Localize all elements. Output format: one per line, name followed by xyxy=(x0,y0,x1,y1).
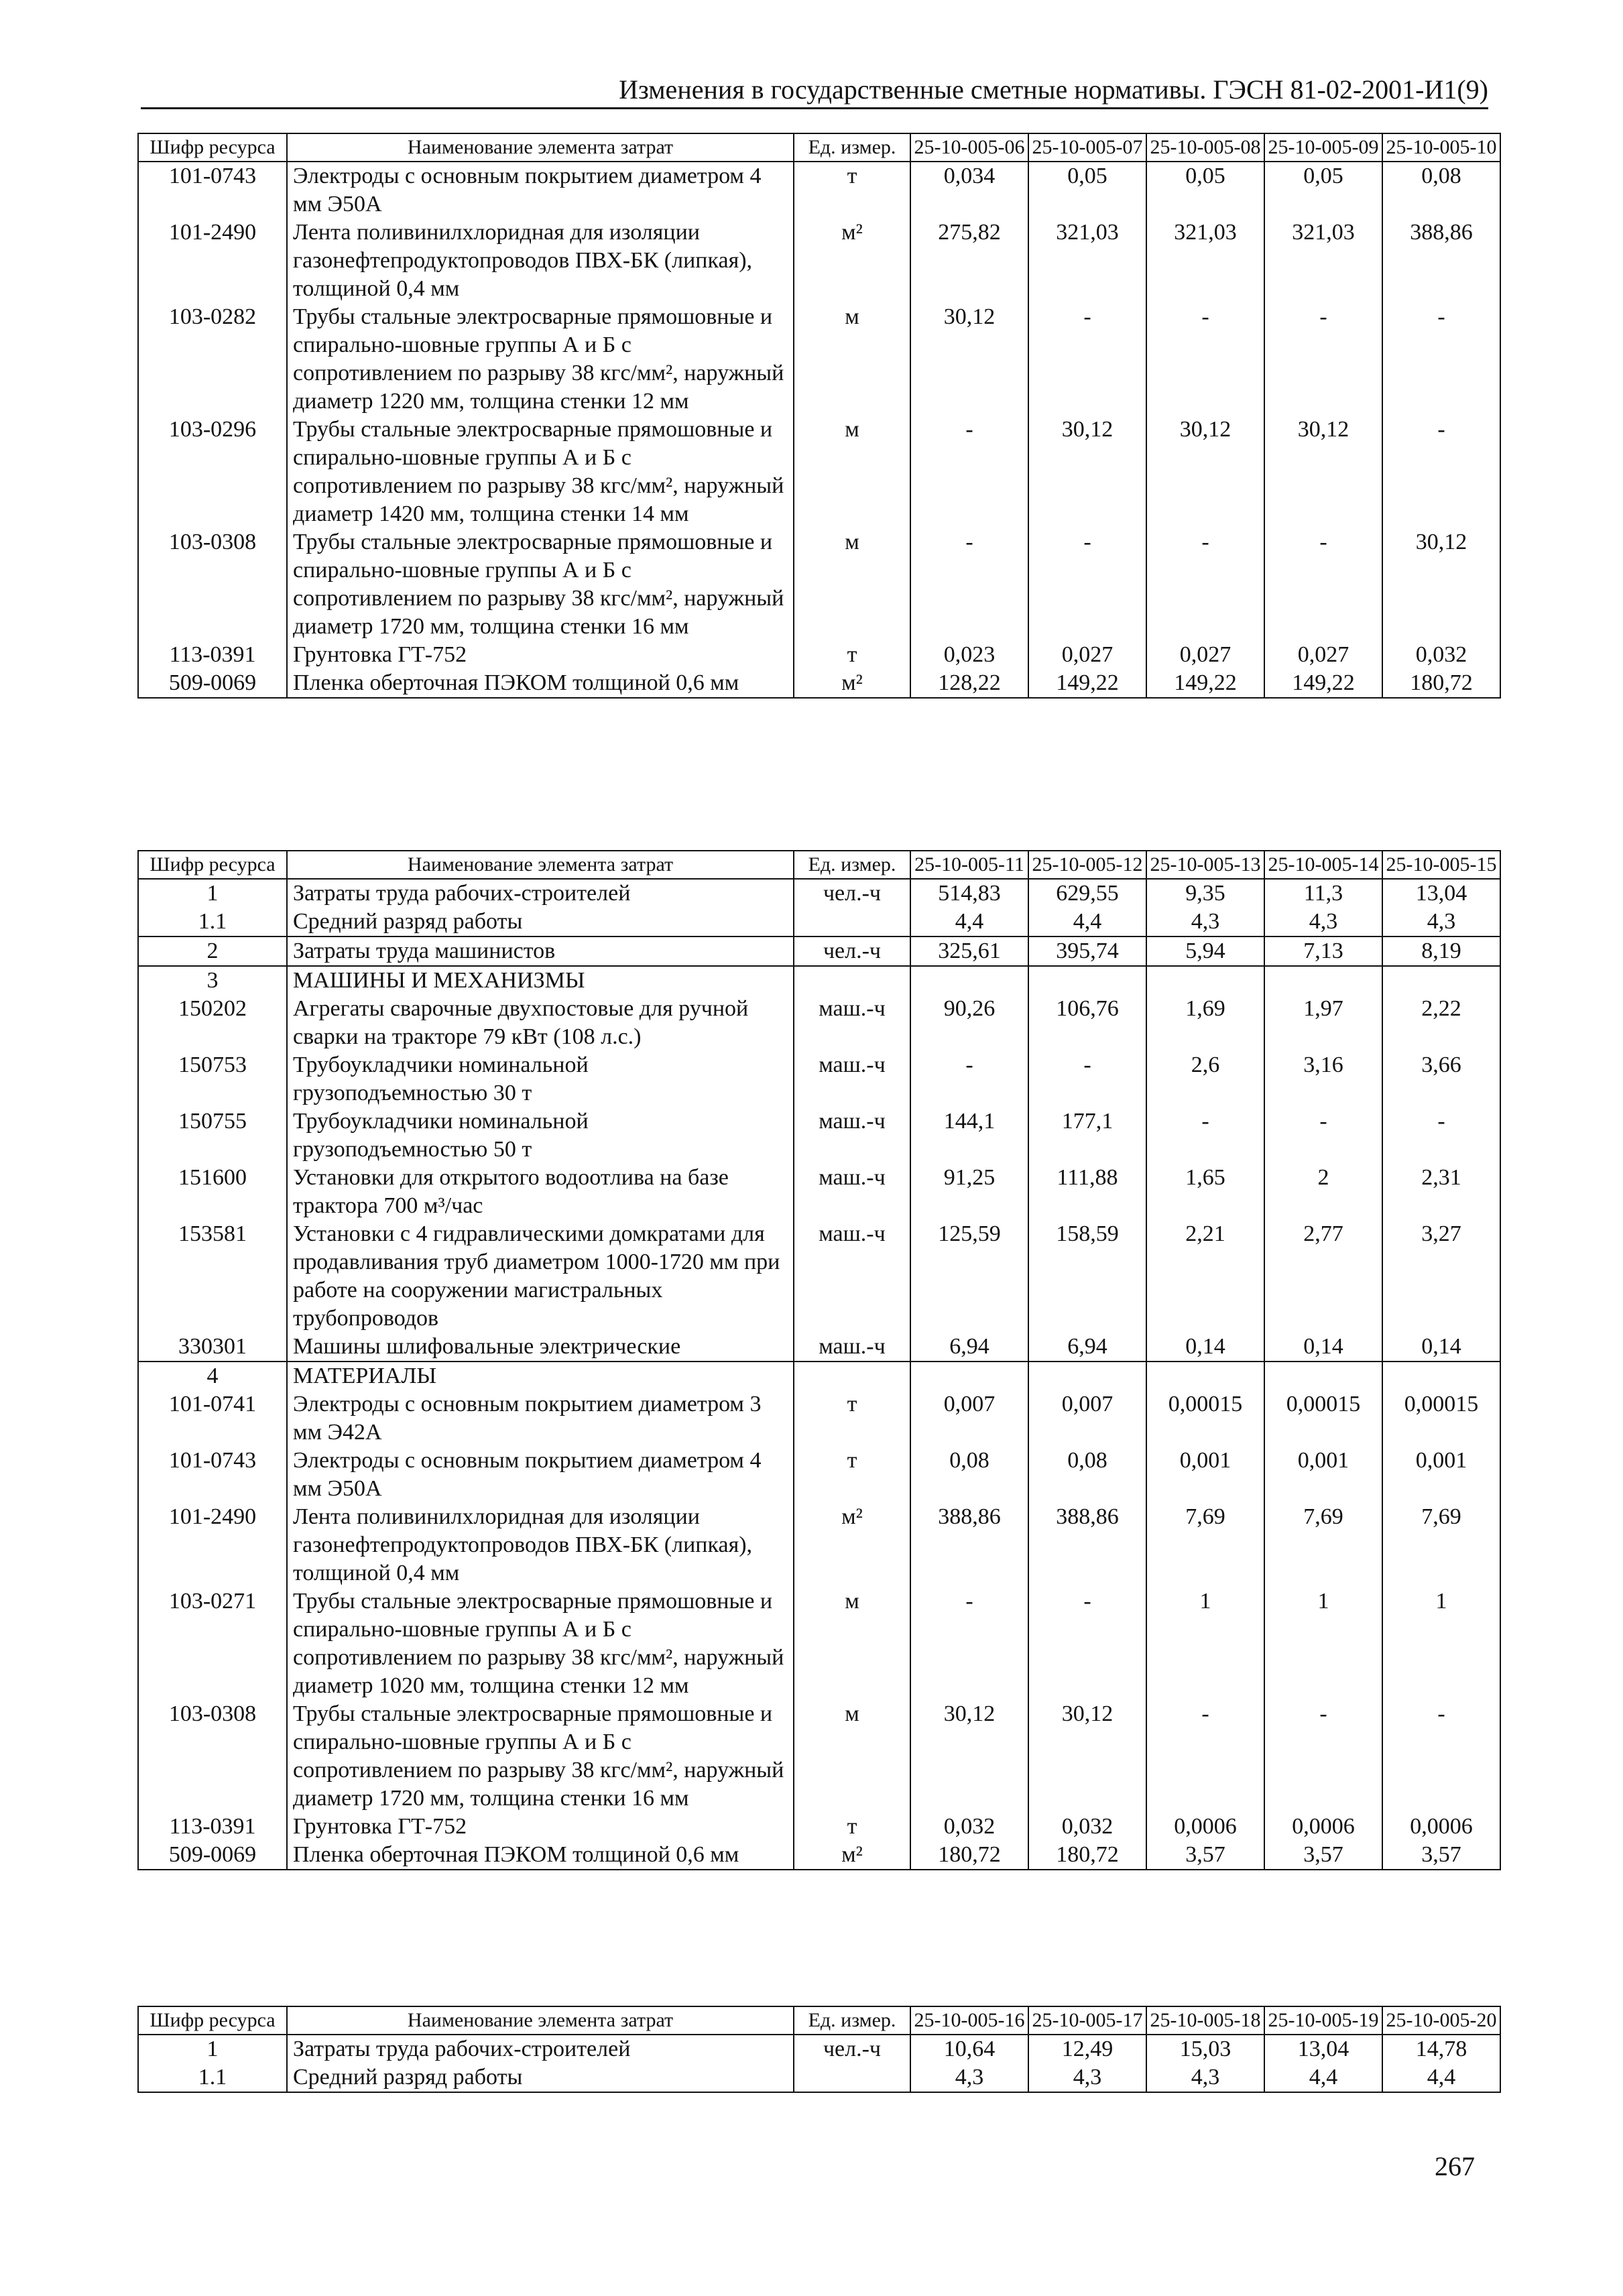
norm-value: 12,49 xyxy=(1028,2035,1146,2063)
norm-value: - xyxy=(1028,303,1146,416)
unit-of-measure xyxy=(794,2063,910,2092)
resource-name: Установки для открытого водоотлива на базе трактора 700 м³/час xyxy=(287,1164,794,1220)
resource-code: 3 xyxy=(138,966,287,995)
norm-value: 321,03 xyxy=(1146,219,1264,303)
unit-of-measure: маш.-ч xyxy=(794,1051,910,1107)
resource-code: 103-0308 xyxy=(138,1700,287,1813)
norm-value: 180,72 xyxy=(1028,1841,1146,1870)
header-norm-code: 25-10-005-11 xyxy=(910,851,1028,879)
norm-value: 0,001 xyxy=(1146,1447,1264,1503)
norm-value: 14,78 xyxy=(1382,2035,1500,2063)
norm-value: 2,22 xyxy=(1382,995,1500,1051)
unit-of-measure: м xyxy=(794,528,910,641)
resource-name: Установки с 4 гидравлическими домкратами для продавливания труб диаметром 1000-1720 мм при работе на сооружении магистральных трубопроводов xyxy=(287,1220,794,1333)
header-name: Наименование элемента затрат xyxy=(287,851,794,879)
norm-value: - xyxy=(1146,1107,1264,1164)
norm-value: 30,12 xyxy=(910,303,1028,416)
table-header-row xyxy=(138,2006,1500,2035)
resource-name: Лента поливинилхлоридная для изоляции газонефтепродуктопроводов ПВХ-БК (липкая), толщиной 0,4 мм xyxy=(287,219,794,303)
norm-value: 3,57 xyxy=(1264,1841,1382,1870)
table-header-row xyxy=(138,133,1500,162)
table-header-row xyxy=(138,851,1500,879)
table-row xyxy=(138,1333,1500,1362)
norm-value: 158,59 xyxy=(1028,1220,1146,1333)
table-row xyxy=(138,1107,1500,1164)
unit-of-measure: чел.-ч xyxy=(794,936,910,966)
norm-value: 4,3 xyxy=(1028,2063,1146,2092)
unit-of-measure: чел.-ч xyxy=(794,879,910,908)
table-row xyxy=(138,1164,1500,1220)
unit-of-measure: чел.-ч xyxy=(794,2035,910,2063)
norm-value: 4,4 xyxy=(1028,908,1146,936)
norm-value: 90,26 xyxy=(910,995,1028,1051)
table-row xyxy=(138,219,1500,303)
table-row xyxy=(138,2063,1500,2092)
table-row xyxy=(138,1813,1500,1841)
norm-value: 321,03 xyxy=(1264,219,1382,303)
norm-value: 0,05 xyxy=(1146,162,1264,219)
header-norm-code: 25-10-005-07 xyxy=(1028,133,1146,162)
resource-name: Электроды с основным покрытием диаметром 4 мм Э50А xyxy=(287,1447,794,1503)
unit-of-measure: т xyxy=(794,1390,910,1447)
resource-table-3 xyxy=(137,2006,1501,2093)
norm-value: - xyxy=(1264,1107,1382,1164)
norm-value: 0,027 xyxy=(1146,641,1264,669)
norm-value: 0,032 xyxy=(910,1813,1028,1841)
norm-value: - xyxy=(910,528,1028,641)
norm-value: 4,4 xyxy=(910,908,1028,936)
unit-of-measure: м² xyxy=(794,1841,910,1870)
resource-code: 1 xyxy=(138,2035,287,2063)
norm-value: 3,57 xyxy=(1146,1841,1264,1870)
resource-code: 150753 xyxy=(138,1051,287,1107)
resource-name: Трубы стальные электросварные прямошовные и спирально-шовные группы А и Б с сопротивлением по разрыву 38 кгс/мм², наружный диаметр 1720 мм, толщина стенки 16 мм xyxy=(287,1700,794,1813)
page-number: 267 xyxy=(1435,2151,1475,2181)
norm-value: 2 xyxy=(1264,1164,1382,1220)
norm-value: 0,0006 xyxy=(1382,1813,1500,1841)
norm-value: 0,14 xyxy=(1264,1333,1382,1362)
resource-code: 4 xyxy=(138,1362,287,1390)
unit-of-measure: м xyxy=(794,303,910,416)
resource-code: 113-0391 xyxy=(138,641,287,669)
norm-value: 91,25 xyxy=(910,1164,1028,1220)
resource-name: Электроды с основным покрытием диаметром 3 мм Э42А xyxy=(287,1390,794,1447)
norm-value: 30,12 xyxy=(1028,416,1146,528)
table-row xyxy=(138,936,1500,966)
resource-name: Средний разряд работы xyxy=(287,908,794,936)
unit-of-measure xyxy=(794,1362,910,1390)
norm-value: 321,03 xyxy=(1028,219,1146,303)
norm-value: - xyxy=(1028,1051,1146,1107)
resource-code: 101-2490 xyxy=(138,219,287,303)
norm-value: 0,0006 xyxy=(1264,1813,1382,1841)
resource-code: 103-0282 xyxy=(138,303,287,416)
resource-code: 1 xyxy=(138,879,287,908)
header-norm-code: 25-10-005-09 xyxy=(1264,133,1382,162)
norm-value: 4,3 xyxy=(1264,908,1382,936)
resource-name: Трубы стальные электросварные прямошовные и спирально-шовные группы А и Б с сопротивлением по разрыву 38 кгс/мм², наружный диаметр 1020 мм, толщина стенки 12 мм xyxy=(287,1587,794,1700)
header-norm-code: 25-10-005-14 xyxy=(1264,851,1382,879)
header-name: Наименование элемента затрат xyxy=(287,133,794,162)
resource-code: 153581 xyxy=(138,1220,287,1333)
norm-value: 1 xyxy=(1382,1587,1500,1700)
norm-value: 128,22 xyxy=(910,669,1028,698)
header-code: Шифр ресурса xyxy=(138,851,287,879)
norm-value: 2,77 xyxy=(1264,1220,1382,1333)
table-row xyxy=(138,1362,1500,1390)
resource-code: 103-0296 xyxy=(138,416,287,528)
header-norm-code: 25-10-005-15 xyxy=(1382,851,1500,879)
unit-of-measure: т xyxy=(794,1813,910,1841)
norm-value: - xyxy=(1382,416,1500,528)
resource-code: 1.1 xyxy=(138,2063,287,2092)
resource-name: Машины шлифовальные электрические xyxy=(287,1333,794,1362)
norm-value: 30,12 xyxy=(1146,416,1264,528)
resource-name: Трубоукладчики номинальной грузоподъемностью 30 т xyxy=(287,1051,794,1107)
norm-value: 2,31 xyxy=(1382,1164,1500,1220)
resource-code: 1.1 xyxy=(138,908,287,936)
norm-value: 388,86 xyxy=(910,1503,1028,1587)
norm-value: 0,001 xyxy=(1264,1447,1382,1503)
header-norm-code: 25-10-005-16 xyxy=(910,2006,1028,2035)
resource-name: Затраты труда рабочих-строителей xyxy=(287,879,794,908)
norm-value: 7,69 xyxy=(1146,1503,1264,1587)
norm-value: 629,55 xyxy=(1028,879,1146,908)
norm-value: 0,08 xyxy=(1028,1447,1146,1503)
norm-value: 4,4 xyxy=(1382,2063,1500,2092)
norm-value: 7,13 xyxy=(1264,936,1382,966)
norm-value: 30,12 xyxy=(1028,1700,1146,1813)
unit-of-measure: т xyxy=(794,162,910,219)
resource-name: Средний разряд работы xyxy=(287,2063,794,2092)
norm-value: 4,3 xyxy=(1382,908,1500,936)
resource-code: 509-0069 xyxy=(138,669,287,698)
norm-value: 149,22 xyxy=(1146,669,1264,698)
norm-value: 0,027 xyxy=(1028,641,1146,669)
norm-value: 325,61 xyxy=(910,936,1028,966)
norm-value: 6,94 xyxy=(1028,1333,1146,1362)
table-row xyxy=(138,669,1500,698)
resource-name: МАТЕРИАЛЫ xyxy=(287,1362,794,1390)
norm-value: 0,001 xyxy=(1382,1447,1500,1503)
norm-value: - xyxy=(1264,1700,1382,1813)
norm-value: 149,22 xyxy=(1264,669,1382,698)
norm-value: 180,72 xyxy=(1382,669,1500,698)
norm-value: - xyxy=(910,1051,1028,1107)
norm-value: 111,88 xyxy=(1028,1164,1146,1220)
table-row xyxy=(138,1503,1500,1587)
table-row xyxy=(138,879,1500,908)
norm-value: 1 xyxy=(1264,1587,1382,1700)
resource-name: Грунтовка ГТ-752 xyxy=(287,641,794,669)
norm-value: - xyxy=(1382,1700,1500,1813)
resource-name: Трубы стальные электросварные прямошовные и спирально-шовные группы А и Б с сопротивлением по разрыву 38 кгс/мм², наружный диаметр 1720 мм, толщина стенки 16 мм xyxy=(287,528,794,641)
norm-value: 275,82 xyxy=(910,219,1028,303)
norm-value: 0,08 xyxy=(1382,162,1500,219)
norm-value xyxy=(1382,1362,1500,1390)
unit-of-measure: м² xyxy=(794,1503,910,1587)
norm-value: 180,72 xyxy=(910,1841,1028,1870)
running-header xyxy=(141,72,1488,109)
norm-value: - xyxy=(1264,528,1382,641)
header-norm-code: 25-10-005-10 xyxy=(1382,133,1500,162)
norm-value: - xyxy=(910,1587,1028,1700)
table-row xyxy=(138,966,1500,995)
header-unit: Ед. измер. xyxy=(794,851,910,879)
header-norm-code: 25-10-005-17 xyxy=(1028,2006,1146,2035)
resource-name: Трубы стальные электросварные прямошовные и спирально-шовные группы А и Б с сопротивлением по разрыву 38 кгс/мм², наружный диаметр 1220 мм, толщина стенки 12 мм xyxy=(287,303,794,416)
header-norm-code: 25-10-005-12 xyxy=(1028,851,1146,879)
norm-value xyxy=(1264,1362,1382,1390)
header-norm-code: 25-10-005-20 xyxy=(1382,2006,1500,2035)
norm-value: 144,1 xyxy=(910,1107,1028,1164)
norm-value: - xyxy=(1264,303,1382,416)
resource-code: 509-0069 xyxy=(138,1841,287,1870)
header-norm-code: 25-10-005-06 xyxy=(910,133,1028,162)
norm-value xyxy=(910,1362,1028,1390)
header-code: Шифр ресурса xyxy=(138,2006,287,2035)
norm-value: 0,023 xyxy=(910,641,1028,669)
table-row xyxy=(138,1841,1500,1870)
norm-value: 1,97 xyxy=(1264,995,1382,1051)
norm-value: 4,3 xyxy=(1146,908,1264,936)
unit-of-measure xyxy=(794,966,910,995)
unit-of-measure: маш.-ч xyxy=(794,1107,910,1164)
table-row xyxy=(138,416,1500,528)
norm-value: - xyxy=(1028,528,1146,641)
resource-code: 330301 xyxy=(138,1333,287,1362)
resource-name: Затраты труда машинистов xyxy=(287,936,794,966)
unit-of-measure: маш.-ч xyxy=(794,1220,910,1333)
norm-value: - xyxy=(1382,303,1500,416)
unit-of-measure: м² xyxy=(794,219,910,303)
unit-of-measure: маш.-ч xyxy=(794,995,910,1051)
norm-value: 4,4 xyxy=(1264,2063,1382,2092)
norm-value: 30,12 xyxy=(910,1700,1028,1813)
resource-name: Пленка оберточная ПЭКОМ толщиной 0,6 мм xyxy=(287,669,794,698)
norm-value: 2,21 xyxy=(1146,1220,1264,1333)
header-title: Изменения в государственные сметные нормативы. ГЭСН 81-02-2001-И1(9) xyxy=(619,74,1488,105)
norm-value xyxy=(1146,1362,1264,1390)
norm-value: 8,19 xyxy=(1382,936,1500,966)
resource-code: 150202 xyxy=(138,995,287,1051)
norm-value: 0,032 xyxy=(1028,1813,1146,1841)
norm-value: 5,94 xyxy=(1146,936,1264,966)
header-unit: Ед. измер. xyxy=(794,133,910,162)
norm-value: 30,12 xyxy=(1264,416,1382,528)
norm-value: 7,69 xyxy=(1382,1503,1500,1587)
norm-value: 1 xyxy=(1146,1587,1264,1700)
norm-value: 4,3 xyxy=(1146,2063,1264,2092)
norm-value: - xyxy=(1382,1107,1500,1164)
resource-name: Агрегаты сварочные двухпостовые для ручной сварки на тракторе 79 кВт (108 л.с.) xyxy=(287,995,794,1051)
resource-code: 101-0743 xyxy=(138,1447,287,1503)
norm-value: 4,3 xyxy=(910,2063,1028,2092)
norm-value xyxy=(1382,966,1500,995)
unit-of-measure: маш.-ч xyxy=(794,1333,910,1362)
unit-of-measure: т xyxy=(794,1447,910,1503)
table-row xyxy=(138,1390,1500,1447)
norm-value: - xyxy=(1028,1587,1146,1700)
norm-value: 0,00015 xyxy=(1382,1390,1500,1447)
norm-value: 3,66 xyxy=(1382,1051,1500,1107)
resource-name: МАШИНЫ И МЕХАНИЗМЫ xyxy=(287,966,794,995)
header-norm-code: 25-10-005-13 xyxy=(1146,851,1264,879)
table-row xyxy=(138,162,1500,219)
resource-code: 103-0271 xyxy=(138,1587,287,1700)
resource-name: Лента поливинилхлоридная для изоляции газонефтепродуктопроводов ПВХ-БК (липкая), толщиной 0,4 мм xyxy=(287,1503,794,1587)
norm-value: 3,27 xyxy=(1382,1220,1500,1333)
norm-value: 0,05 xyxy=(1264,162,1382,219)
norm-value: 0,032 xyxy=(1382,641,1500,669)
norm-value: 7,69 xyxy=(1264,1503,1382,1587)
norm-value: 3,57 xyxy=(1382,1841,1500,1870)
norm-value: 0,05 xyxy=(1028,162,1146,219)
table-row xyxy=(138,1587,1500,1700)
table-row xyxy=(138,995,1500,1051)
header-name: Наименование элемента затрат xyxy=(287,2006,794,2035)
resource-name: Трубоукладчики номинальной грузоподъемностью 50 т xyxy=(287,1107,794,1164)
header-norm-code: 25-10-005-18 xyxy=(1146,2006,1264,2035)
norm-value: 6,94 xyxy=(910,1333,1028,1362)
resource-code: 151600 xyxy=(138,1164,287,1220)
table-row xyxy=(138,641,1500,669)
norm-value: 0,034 xyxy=(910,162,1028,219)
unit-of-measure: м xyxy=(794,1587,910,1700)
norm-value: - xyxy=(910,416,1028,528)
resource-table-2 xyxy=(137,850,1501,1870)
norm-value: 2,6 xyxy=(1146,1051,1264,1107)
resource-name: Грунтовка ГТ-752 xyxy=(287,1813,794,1841)
table-row xyxy=(138,908,1500,936)
norm-value: 1,69 xyxy=(1146,995,1264,1051)
norm-value: 0,00015 xyxy=(1146,1390,1264,1447)
norm-value: 106,76 xyxy=(1028,995,1146,1051)
table-row xyxy=(138,1051,1500,1107)
norm-value xyxy=(1028,1362,1146,1390)
norm-value: 149,22 xyxy=(1028,669,1146,698)
norm-value: 30,12 xyxy=(1382,528,1500,641)
resource-code: 101-0743 xyxy=(138,162,287,219)
unit-of-measure: м xyxy=(794,416,910,528)
norm-value: - xyxy=(1146,1700,1264,1813)
norm-value: - xyxy=(1146,303,1264,416)
norm-value: 0,00015 xyxy=(1264,1390,1382,1447)
norm-value: 1,65 xyxy=(1146,1164,1264,1220)
norm-value: 0,027 xyxy=(1264,641,1382,669)
resource-table-1 xyxy=(137,133,1501,699)
norm-value: 9,35 xyxy=(1146,879,1264,908)
norm-value xyxy=(910,966,1028,995)
resource-code: 2 xyxy=(138,936,287,966)
table-row xyxy=(138,303,1500,416)
norm-value: 10,64 xyxy=(910,2035,1028,2063)
resource-code: 113-0391 xyxy=(138,1813,287,1841)
norm-value: 0,007 xyxy=(910,1390,1028,1447)
unit-of-measure: маш.-ч xyxy=(794,1164,910,1220)
norm-value: 15,03 xyxy=(1146,2035,1264,2063)
table-row xyxy=(138,528,1500,641)
norm-value: - xyxy=(1146,528,1264,641)
norm-value xyxy=(1028,966,1146,995)
norm-value: 514,83 xyxy=(910,879,1028,908)
table-row xyxy=(138,1700,1500,1813)
table-row xyxy=(138,2035,1500,2063)
norm-value: 13,04 xyxy=(1382,879,1500,908)
norm-value: 0,14 xyxy=(1146,1333,1264,1362)
resource-code: 101-2490 xyxy=(138,1503,287,1587)
header-unit: Ед. измер. xyxy=(794,2006,910,2035)
unit-of-measure: т xyxy=(794,641,910,669)
unit-of-measure: м² xyxy=(794,669,910,698)
norm-value: 388,86 xyxy=(1028,1503,1146,1587)
norm-value: 0,14 xyxy=(1382,1333,1500,1362)
unit-of-measure: м xyxy=(794,1700,910,1813)
norm-value: 0,0006 xyxy=(1146,1813,1264,1841)
resource-name: Затраты труда рабочих-строителей xyxy=(287,2035,794,2063)
norm-value xyxy=(1146,966,1264,995)
resource-name: Пленка оберточная ПЭКОМ толщиной 0,6 мм xyxy=(287,1841,794,1870)
header-norm-code: 25-10-005-08 xyxy=(1146,133,1264,162)
norm-value: 388,86 xyxy=(1382,219,1500,303)
resource-code: 150755 xyxy=(138,1107,287,1164)
resource-code: 101-0741 xyxy=(138,1390,287,1447)
table-row xyxy=(138,1220,1500,1333)
norm-value: 177,1 xyxy=(1028,1107,1146,1164)
norm-value xyxy=(1264,966,1382,995)
norm-value: 0,08 xyxy=(910,1447,1028,1503)
norm-value: 395,74 xyxy=(1028,936,1146,966)
resource-name: Электроды с основным покрытием диаметром 4 мм Э50А xyxy=(287,162,794,219)
resource-name: Трубы стальные электросварные прямошовные и спирально-шовные группы А и Б с сопротивлением по разрыву 38 кгс/мм², наружный диаметр 1420 мм, толщина стенки 14 мм xyxy=(287,416,794,528)
norm-value: 125,59 xyxy=(910,1220,1028,1333)
header-norm-code: 25-10-005-19 xyxy=(1264,2006,1382,2035)
norm-value: 11,3 xyxy=(1264,879,1382,908)
norm-value: 3,16 xyxy=(1264,1051,1382,1107)
table-row xyxy=(138,1447,1500,1503)
header-code: Шифр ресурса xyxy=(138,133,287,162)
norm-value: 13,04 xyxy=(1264,2035,1382,2063)
unit-of-measure xyxy=(794,908,910,936)
resource-code: 103-0308 xyxy=(138,528,287,641)
norm-value: 0,007 xyxy=(1028,1390,1146,1447)
